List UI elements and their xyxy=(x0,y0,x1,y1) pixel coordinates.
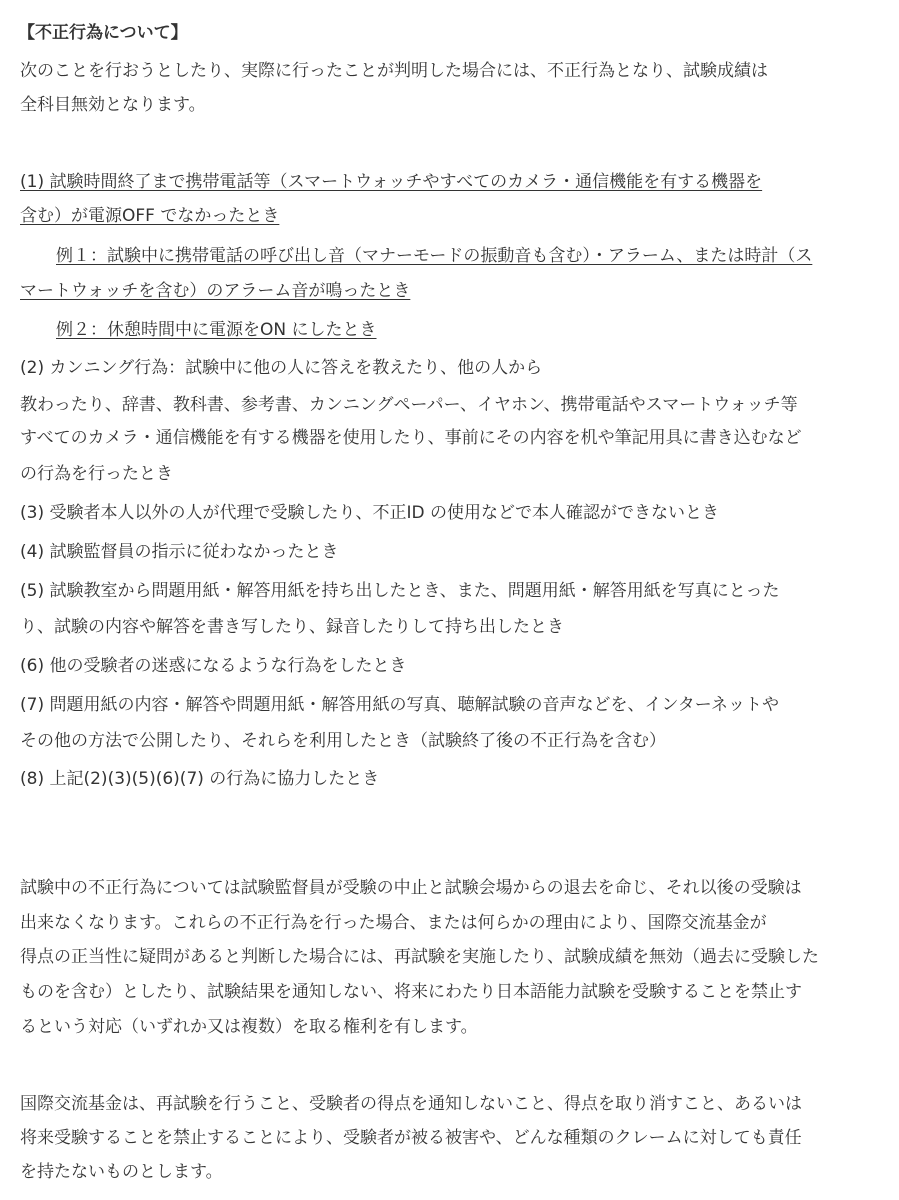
rule-item-1-cont: 含む）が電源OFF でなかったとき xyxy=(20,206,280,226)
intro-line: 次のことを行おうとしたり、実際に行ったことが判明した場合には、不正行為となり、試験成績は xyxy=(20,61,768,81)
disclaimer-paragraph: 国際交流基金は、再試験を行うこと、受験者の得点を通知しないこと、得点を取り消すこと、あるいは xyxy=(20,1094,802,1114)
rule-item-5: (5) 試験教室から問題用紙・解答用紙を持ち出したとき、また、問題用紙・解答用紙を写真にとった xyxy=(20,581,780,601)
section-title: 【不正行為について】 xyxy=(18,23,188,43)
example-1: 例１：試験中に携帯電話の呼び出し音（マナーモードの振動音も含む）・アラーム、または時計（ス xyxy=(56,246,813,266)
example-1-cont: マートウォッチを含む）のアラーム音が鳴ったとき xyxy=(20,281,411,301)
rule-item-2-cont: すべてのカメラ・通信機能を有する機器を使用したり、事前にその内容を机や筆記用具に書き込むなど xyxy=(20,428,802,448)
rule-item-5-cont: り、試験の内容や解答を書き写したり、録音したりして持ち出したとき xyxy=(20,617,564,637)
rule-item-2-cont: の行為を行ったとき xyxy=(20,464,173,484)
intro-line: 全科目無効となります。 xyxy=(20,95,206,115)
rule-item-1: (1) 試験時間終了まで携帯電話等（スマートウォッチやすべてのカメラ・通信機能を有する機器を xyxy=(20,172,763,192)
rule-item-2: (2) カンニング行為：試験中に他の人に答えを教えたり、他の人から xyxy=(20,358,543,378)
rule-item-4: (4) 試験監督員の指示に従わなかったとき xyxy=(20,542,339,562)
rule-item-7: (7) 問題用紙の内容・解答や問題用紙・解答用紙の写真、聴解試験の音声などを、インターネットや xyxy=(20,695,779,715)
rule-item-2-cont: 教わったり、辞書、教科書、参考書、カンニングペーパー、イヤホン、携帯電話やスマートウォッチ等 xyxy=(20,395,798,415)
rule-item-3: (3) 受験者本人以外の人が代理で受験したり、不正ID の使用などで本人確認ができないとき xyxy=(20,503,719,523)
consequence-paragraph: るという対応（いずれか又は複数）を取る権利を有します。 xyxy=(20,1017,478,1037)
consequence-paragraph: ものを含む）としたり、試験結果を通知しない、将来にわたり日本語能力試験を受験することを禁止す xyxy=(20,982,802,1002)
disclaimer-paragraph: 将来受験することを禁止することにより、受験者が被る被害や、どんな種類のクレームに対しても責任 xyxy=(20,1128,802,1148)
consequence-paragraph: 試験中の不正行為については試験監督員が受験の中止と試験会場からの退去を命じ、それ以後の受験は xyxy=(20,878,802,898)
consequence-paragraph: 出来なくなります。これらの不正行為を行った場合、または何らかの理由により、国際交流基金が xyxy=(20,913,767,933)
example-2: 例２：休憩時間中に電源をON にしたとき xyxy=(56,320,377,340)
rule-item-6: (6) 他の受験者の迷惑になるような行為をしたとき xyxy=(20,656,407,676)
consequence-paragraph: 得点の正当性に疑問があると判断した場合には、再試験を実施したり、試験成績を無効（過去に受験した xyxy=(20,947,819,967)
rule-item-8: (8) 上記(2)(3)(5)(6)(7) の行為に協力したとき xyxy=(20,769,380,789)
disclaimer-paragraph: を持たないものとします。 xyxy=(20,1162,223,1182)
rule-item-7-cont: その他の方法で公開したり、それらを利用したとき（試験終了後の不正行為を含む） xyxy=(20,731,666,751)
